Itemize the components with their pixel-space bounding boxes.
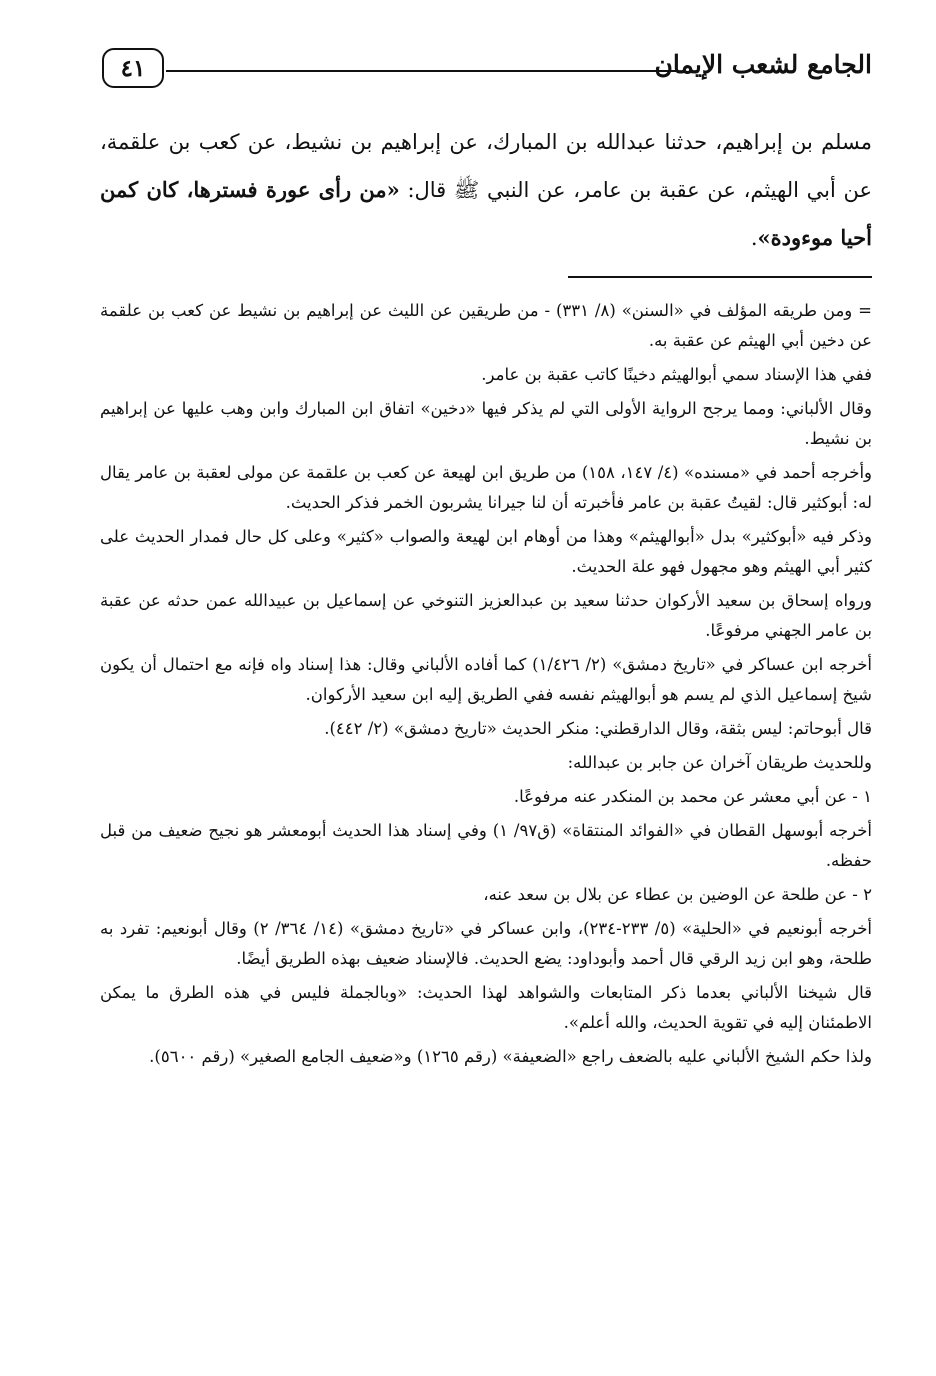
footnote-paragraph: وللحديث طريقان آخران عن جابر بن عبدالله: [567, 753, 872, 772]
footnote-paragraph: ٢ - عن طلحة عن الوضين بن عطاء عن بلال بن سعد عنه، [483, 885, 872, 904]
hadith-text: «من رأى عورة فسترها، كان كمن أحيا موءودة» [100, 177, 872, 250]
sentence-end: . [750, 226, 758, 250]
footnote-paragraph: أخرجه أبوسهل القطان في «الفوائد المنتقاة» (ق٩٧/ ١) وفي إسناد هذا الحديث أبومعشر هو نجيح ضعيف من قبل حفظه. [100, 821, 873, 870]
footnote-paragraph: ولذا حكم الشيخ الألباني عليه بالضعف راجع «الضعيفة» (رقم ١٢٦٥) و«ضعيف الجامع الصغير» (رقم ٥٦٠٠). [149, 1047, 872, 1066]
header-rule [166, 70, 676, 72]
footnote-paragraph: قال أبوحاتم: ليس بثقة، وقال الدارقطني: منكر الحديث «تاريخ دمشق» (٢/ ٤٤٢). [324, 719, 872, 738]
footnote-paragraph: قال شيخنا الألباني بعدما ذكر المتابعات والشواهد لهذا الحديث: «وبالجملة فليس في هذه الطرق ما يمكن الاطمئنان إليه في تقوية الحديث، والله أعلم». [100, 983, 872, 1032]
footnote-paragraph: وأخرجه أحمد في «مسنده» (٤/ ١٤٧، ١٥٨) من طريق ابن لهيعة عن كعب بن علقمة عن مولى لعقبة بن عامر يقال له: أبوكثير قال: لقيتُ عقبة بن عامر فأخبرته أن لنا جيرانا يشربون الخمر فذكر الحديث. [100, 463, 872, 512]
footnote-paragraph: = ومن طريقه المؤلف في «السنن» (٨/ ٣٣١) - من طريقين عن الليث عن إبراهيم بن نشيط عن كعب بن علقمة عن دخين أبي الهيثم عن عقبة به. [100, 301, 872, 350]
page-number: ٤١ [102, 48, 164, 88]
footnote-paragraph: أخرجه ابن عساكر في «تاريخ دمشق» (٢/ ١/٤٢٦) كما أفاده الألباني وقال: هذا إسناد واه فإنه مع احتمال أن يكون شيخ إسماعيل الذي لم يسم هو أبوالهيثم نفسه ففي الطريق إليه ابن سعيد الأركوان. [100, 655, 872, 704]
footnote-paragraph: أخرجه أبونعيم في «الحلية» (٥/ ٢٣٣-٢٣٤)، وابن عساكر في «تاريخ دمشق» (١٤/ ٣٦٤/ ٢) وقال أبونعيم: تفرد به طلحة، وهو ابن زيد الرقي قال أحمد وأبوداود: يضع الحديث. فالإسناد ضعيف بهذه الطريق أيضًا. [100, 919, 873, 968]
footnote-paragraph: وقال الألباني: ومما يرجح الرواية الأولى التي لم يذكر فيها «دخين» اتفاق ابن المبارك وابن وهب عليها عن إبراهيم بن نشيط. [100, 399, 872, 448]
isnad-text: مسلم بن إبراهيم، حدثنا عبدالله بن المبارك، عن إبراهيم بن نشيط، عن كعب بن علقمة، عن أبي الهيثم، عن عقبة بن عامر، عن النبي ﷺ قال: [100, 130, 872, 202]
book-title: الجامع لشعب الإيمان [654, 50, 872, 79]
footnote-separator [568, 276, 872, 278]
main-paragraph [100, 118, 872, 262]
footnote-paragraph: ورواه إسحاق بن سعيد الأركوان حدثنا سعيد بن عبدالعزيز التنوخي عن إسماعيل بن عبيدالله عمن حدثه عن عقبة بن عامر الجهني مرفوعًا. [100, 591, 872, 640]
footnote-paragraph: ١ - عن أبي معشر عن محمد بن المنكدر عنه مرفوعًا. [513, 787, 872, 806]
footnotes [100, 296, 872, 1076]
footnote-paragraph: وذكر فيه «أبوكثير» بدل «أبوالهيثم» وهذا من أوهام ابن لهيعة والصواب «كثير» وعلى كل حال فمدار الحديث على كثير أبي الهيثم وهو مجهول فهو علة الحديث. [100, 527, 872, 576]
main-text [100, 118, 872, 262]
page-header [100, 46, 872, 98]
footnote-paragraph: ففي هذا الإسناد سمي أبوالهيثم دخينًا كاتب عقبة بن عامر. [481, 365, 872, 384]
